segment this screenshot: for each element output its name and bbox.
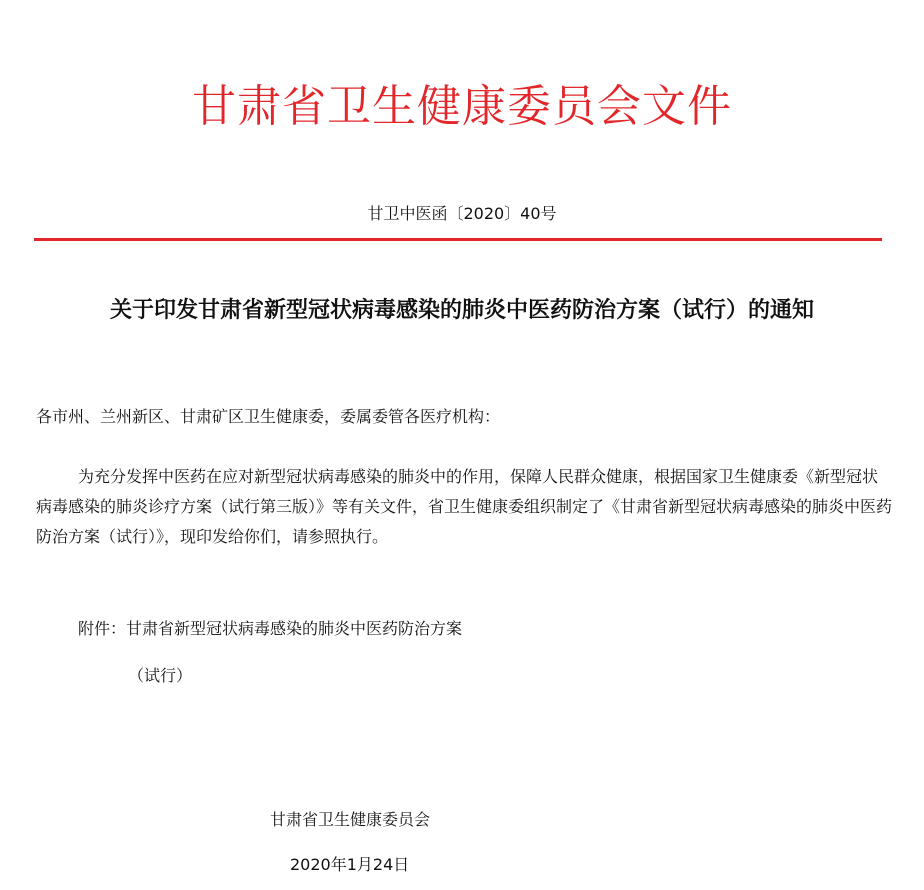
document-number: 甘卫中医函〔2020〕40号	[367, 204, 557, 223]
attachment-line: 附件：甘肃省新型冠状病毒感染的肺炎中医药防治方案	[78, 619, 463, 638]
issuer-signature: 甘肃省卫生健康委员会	[270, 810, 431, 829]
issue-date: 2020年1月24日	[290, 855, 410, 874]
document-title: 关于印发甘肃省新型冠状病毒感染的肺炎中医药防治方案（试行）的通知	[109, 297, 814, 323]
body-paragraph: 为充分发挥中医药在应对新型冠状病毒感染的肺炎中的作用，保障人民群众健康，根据国家卫生健康委《新型冠状病毒感染的肺炎诊疗方案（试行第三版）》等有关文件，省卫生健康委组织制定了《甘肃省新型冠状病毒感染的肺炎中医药防治方案（试行）》，现印发给你们，请参照执行。	[36, 467, 893, 546]
salutation: 各市州、兰州新区、甘肃矿区卫生健康委，委属委管各医疗机构：	[36, 407, 501, 426]
attachment-line-continued: （试行）	[128, 666, 193, 685]
red-divider-line	[34, 238, 882, 241]
masthead-title: 甘肃省卫生健康委员会文件	[192, 81, 732, 132]
